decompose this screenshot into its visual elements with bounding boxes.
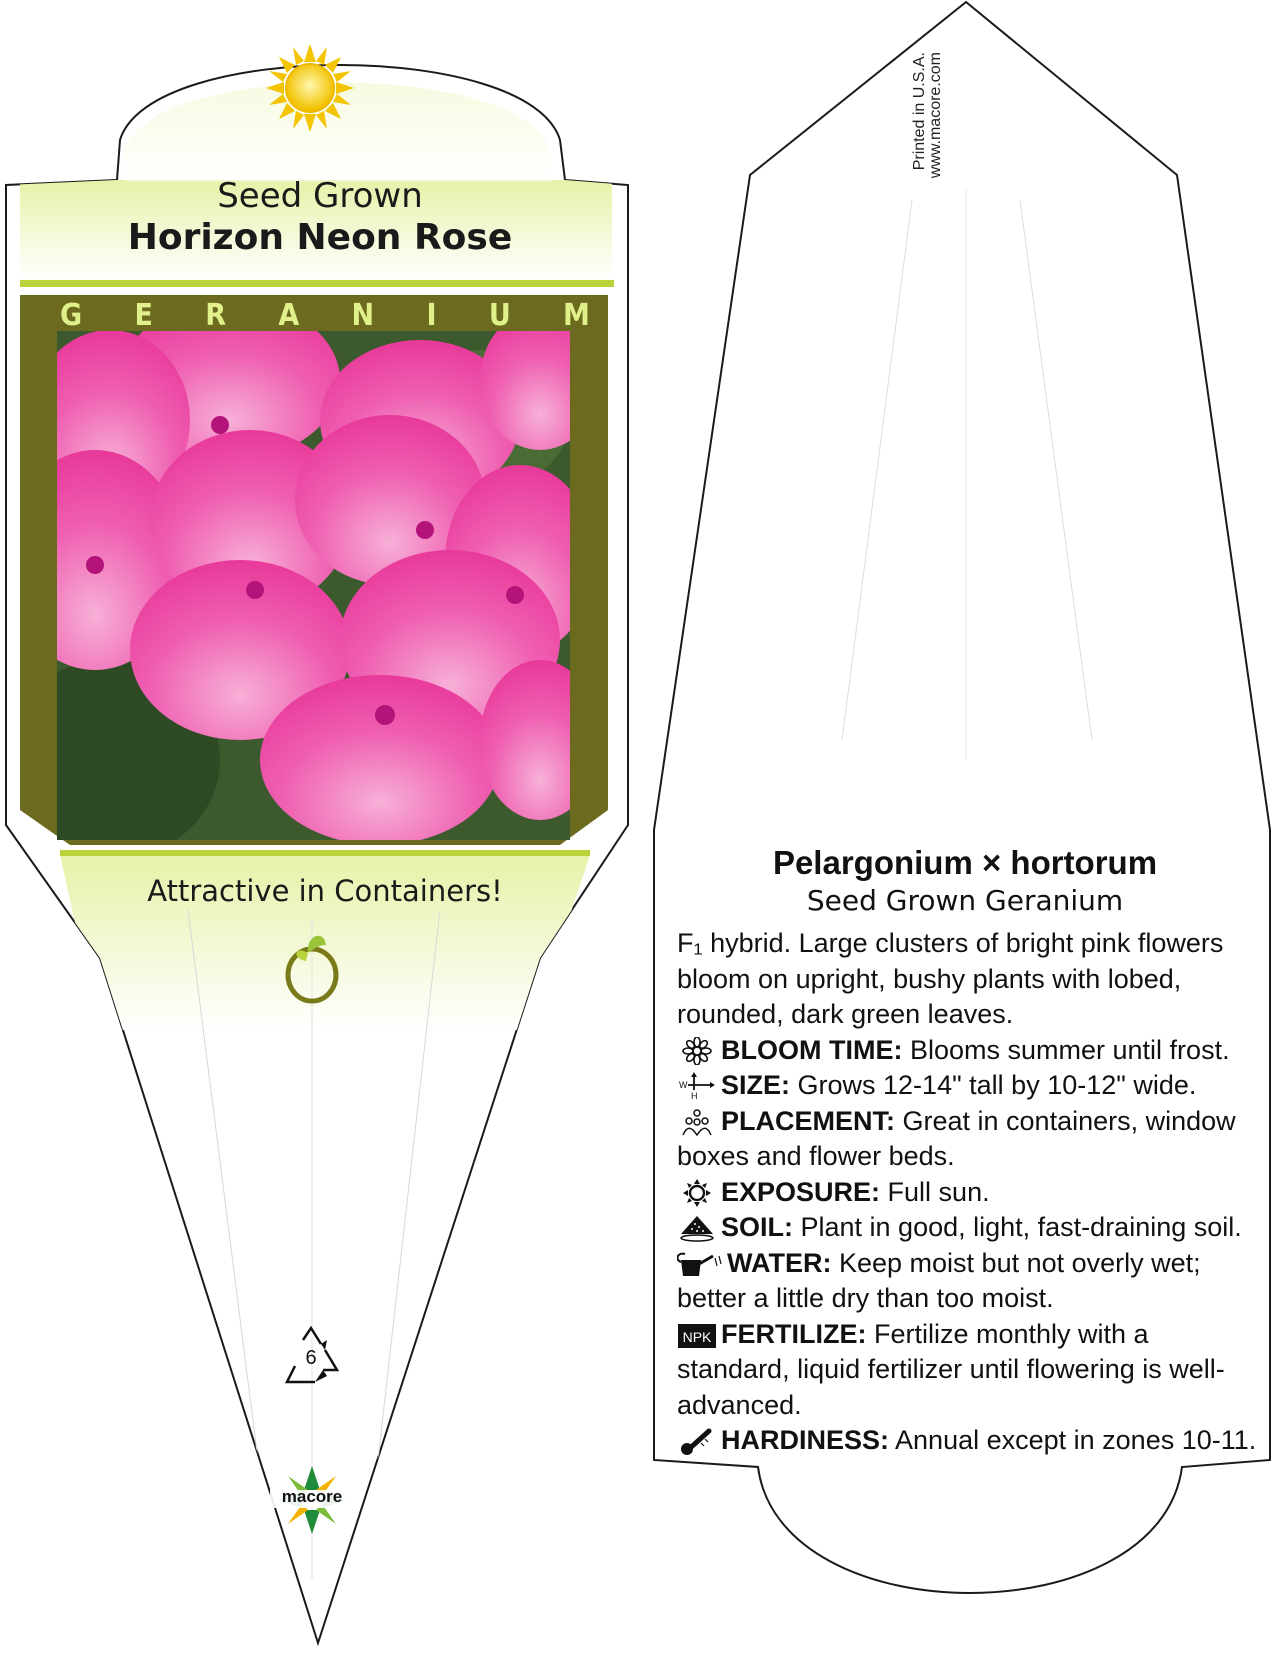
- size-w-label: W: [679, 1080, 688, 1090]
- attribute-soil: [677, 1210, 1257, 1246]
- attribute-fertilize: [677, 1317, 1257, 1424]
- attribute-label: FERTILIZE:: [721, 1318, 867, 1349]
- attribute-label: BLOOM TIME:: [721, 1034, 903, 1065]
- recycle-code: 6: [305, 1347, 317, 1369]
- npk-icon: [677, 1321, 717, 1349]
- genus-letter: R: [205, 298, 227, 333]
- common-name: Seed Grown Geranium: [806, 884, 1124, 917]
- size-icon: [677, 1072, 717, 1100]
- front-tag: [0, 44, 628, 1643]
- soil-icon: [677, 1214, 717, 1242]
- attribute-size: [677, 1068, 1257, 1104]
- genus-letter: M: [563, 298, 590, 333]
- genus-letter: N: [351, 298, 375, 333]
- front-subtitle: Seed Grown: [217, 176, 423, 216]
- attribute-text: Keep moist but not overly wet; better a little dry than too moist.: [677, 1247, 1201, 1313]
- attribute-text: Blooms summer until frost.: [902, 1034, 1230, 1065]
- flower-photo: [0, 300, 600, 860]
- genus-letter: U: [488, 298, 511, 333]
- care-description: [677, 926, 1257, 1459]
- sun-outline-icon: [677, 1179, 717, 1207]
- attribute-text: Plant in good, light, fast-draining soil.: [793, 1212, 1242, 1242]
- front-title: Horizon Neon Rose: [127, 217, 513, 258]
- attribute-text: Great in containers, window boxes and flower beds.: [677, 1105, 1236, 1171]
- attribute-bloom-time: [677, 1033, 1257, 1069]
- printed-line-2: www.macore.com: [927, 52, 944, 179]
- attribute-text: Annual except in zones 10-11.: [889, 1425, 1257, 1455]
- placement-icon: [677, 1108, 717, 1136]
- attribute-placement: [677, 1104, 1257, 1175]
- front-tagline: Attractive in Containers!: [147, 874, 503, 908]
- genus-letter: G: [60, 298, 83, 333]
- attribute-label: EXPOSURE:: [721, 1176, 881, 1207]
- attribute-text: Fertilize monthly with a standard, liquid fertilizer until flowering is well-advanced.: [677, 1318, 1225, 1420]
- attribute-water: [677, 1246, 1257, 1317]
- printed-line-1: Printed in U.S.A.: [911, 52, 928, 171]
- printed-note: [912, 52, 944, 252]
- attribute-label: HARDINESS:: [721, 1425, 890, 1455]
- thermometer-icon: [677, 1427, 717, 1455]
- description-text: F₁ hybrid. Large clusters of bright pink flowers bloom on upright, bushy plants with lobed, rounded, dark green leaves.: [677, 928, 1224, 1029]
- attribute-text: Grows 12-14" tall by 10-12" wide.: [790, 1070, 1197, 1100]
- watering-can-icon: [677, 1250, 723, 1278]
- sun-icon: [266, 44, 354, 132]
- attribute-exposure: [677, 1175, 1257, 1211]
- brand-name: macore: [281, 1487, 343, 1506]
- attribute-label: SOIL:: [721, 1212, 793, 1242]
- attribute-label: WATER:: [727, 1247, 832, 1278]
- genus-letter: I: [426, 298, 437, 333]
- flower-icon: [677, 1037, 717, 1065]
- size-h-label: H: [691, 1091, 698, 1100]
- genus-letter: A: [278, 298, 300, 333]
- attribute-label: SIZE:: [721, 1070, 791, 1100]
- genus-letter: E: [134, 298, 153, 333]
- attribute-hardiness: [677, 1423, 1257, 1459]
- genus-banner: [60, 298, 590, 333]
- npk-text: NPK: [682, 1328, 712, 1345]
- scientific-name: Pelargonium × hortorum: [772, 844, 1158, 881]
- attribute-text: Full sun.: [880, 1176, 990, 1207]
- attribute-label: PLACEMENT:: [721, 1105, 895, 1136]
